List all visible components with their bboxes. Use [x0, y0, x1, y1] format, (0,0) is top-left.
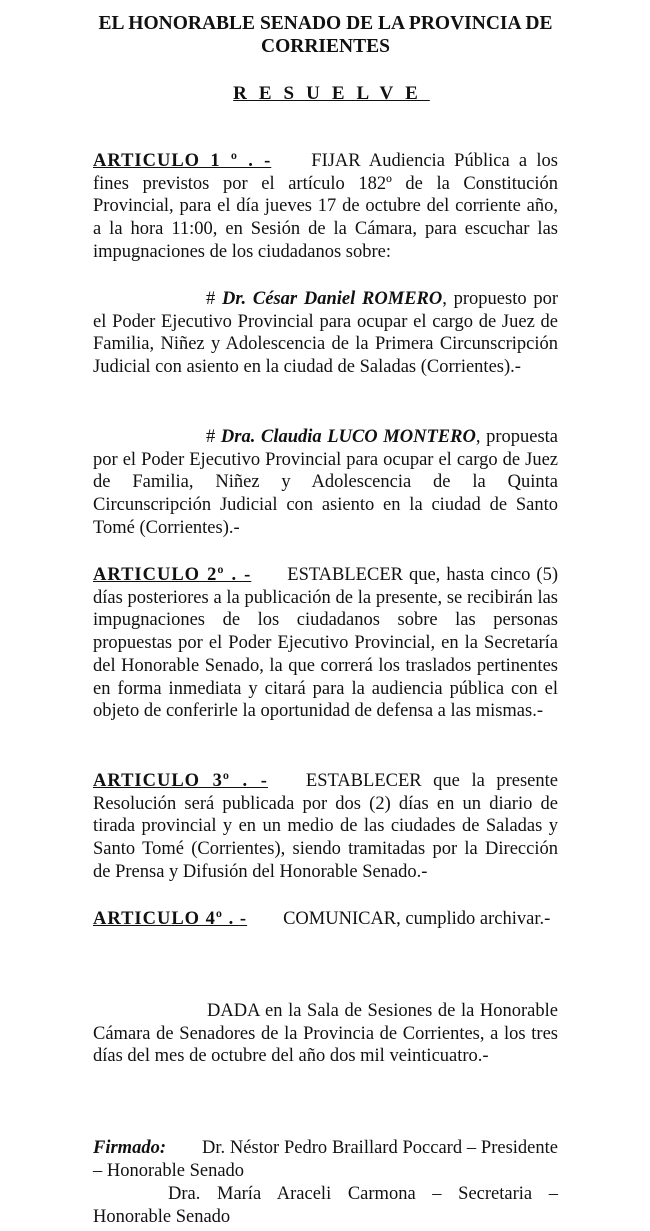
candidate-1-name: Dr. César Daniel ROMERO [222, 289, 443, 309]
article-1 [93, 150, 558, 264]
candidate-1 [93, 288, 558, 379]
candidate-2-hash: # [206, 427, 216, 447]
signature-block-1 [93, 1137, 558, 1182]
article-1-label: ARTICULO 1 º . - [93, 151, 272, 171]
candidate-2-text: , propuesta por el Poder Ejecutivo Provincial para ocupar el cargo de Juez de Familia, Niñez y Adolescencia de la Quinta Circunscripción Judicial con asiento en la ciudad de Santo Tomé (Corrientes).- [93, 427, 559, 538]
signature-second: Dra. María Araceli Carmona – Secretaria – Honorable Senado [93, 1184, 558, 1227]
candidate-2-name: Dra. Claudia LUCO MONTERO [220, 427, 476, 447]
signature-block-2 [93, 1183, 558, 1228]
article-2-text: ESTABLECER que, hasta cinco (5) días posteriores a la publicación de la presente, se recibirán las impugnaciones de los ciudadanos sobre las personas propuestas por el Poder Ejecutivo Provincial, en la Secretaría del Honorable Senado, la que correrá los traslados pertinentes en forma inmediata y citará para la audiencia pública con el objeto de conferirle la oportunidad de defensa a las mismas.- [93, 565, 559, 722]
closing-paragraph [93, 1000, 558, 1068]
article-3 [93, 770, 558, 884]
document-title: EL HONORABLE SENADO DE LA PROVINCIA DE CORRIENTES [98, 13, 553, 57]
article-4-text: COMUNICAR, cumplido archivar.- [283, 909, 551, 929]
signature-first: Dr. Néstor Pedro Braillard Poccard – Presidente – Honorable Senado [93, 1138, 558, 1181]
article-2-label: ARTICULO 2º . - [93, 565, 252, 585]
candidate-1-hash: # [206, 289, 216, 309]
article-4 [93, 908, 558, 931]
article-1-text: FIJAR Audiencia Pública a los fines previstos por el artículo 182º de la Constitución Provincial, para el día jueves 17 de octubre del corriente año, a la hora 11:00, en Sesión de la Cámara, para escuchar las impugnaciones de los ciudadanos sobre: [93, 151, 558, 262]
article-4-label: ARTICULO 4º . - [93, 909, 248, 929]
signed-label: Firmado: [93, 1138, 166, 1158]
resuelve-text: RESUELVE [233, 83, 430, 104]
closing-text: DADA en la Sala de Sesiones de la Honorable Cámara de Senadores de la Provincia de Corrientes, a los tres días del mes de octubre del año dos mil veinticuatro.- [93, 1001, 558, 1067]
candidate-2 [93, 426, 558, 540]
resuelve-heading [93, 82, 558, 105]
candidate-1-text: , propuesto por el Poder Ejecutivo Provincial para ocupar el cargo de Juez de Familia, Niñez y Adolescencia de la Primera Circunscripción Judicial con asiento en la ciudad de Saladas (Corrientes).- [93, 289, 558, 378]
article-3-label: ARTICULO 3º . - [93, 771, 268, 791]
article-2 [93, 564, 558, 723]
article-3-text: ESTABLECER que la presente Resolución será publicada por dos (2) días en un diario de tirada provincial y en un medio de las ciudades de Saladas y Santo Tomé (Corrientes), siendo tramitadas por la Dirección de Prensa y Difusión del Honorable Senado.- [93, 771, 558, 882]
